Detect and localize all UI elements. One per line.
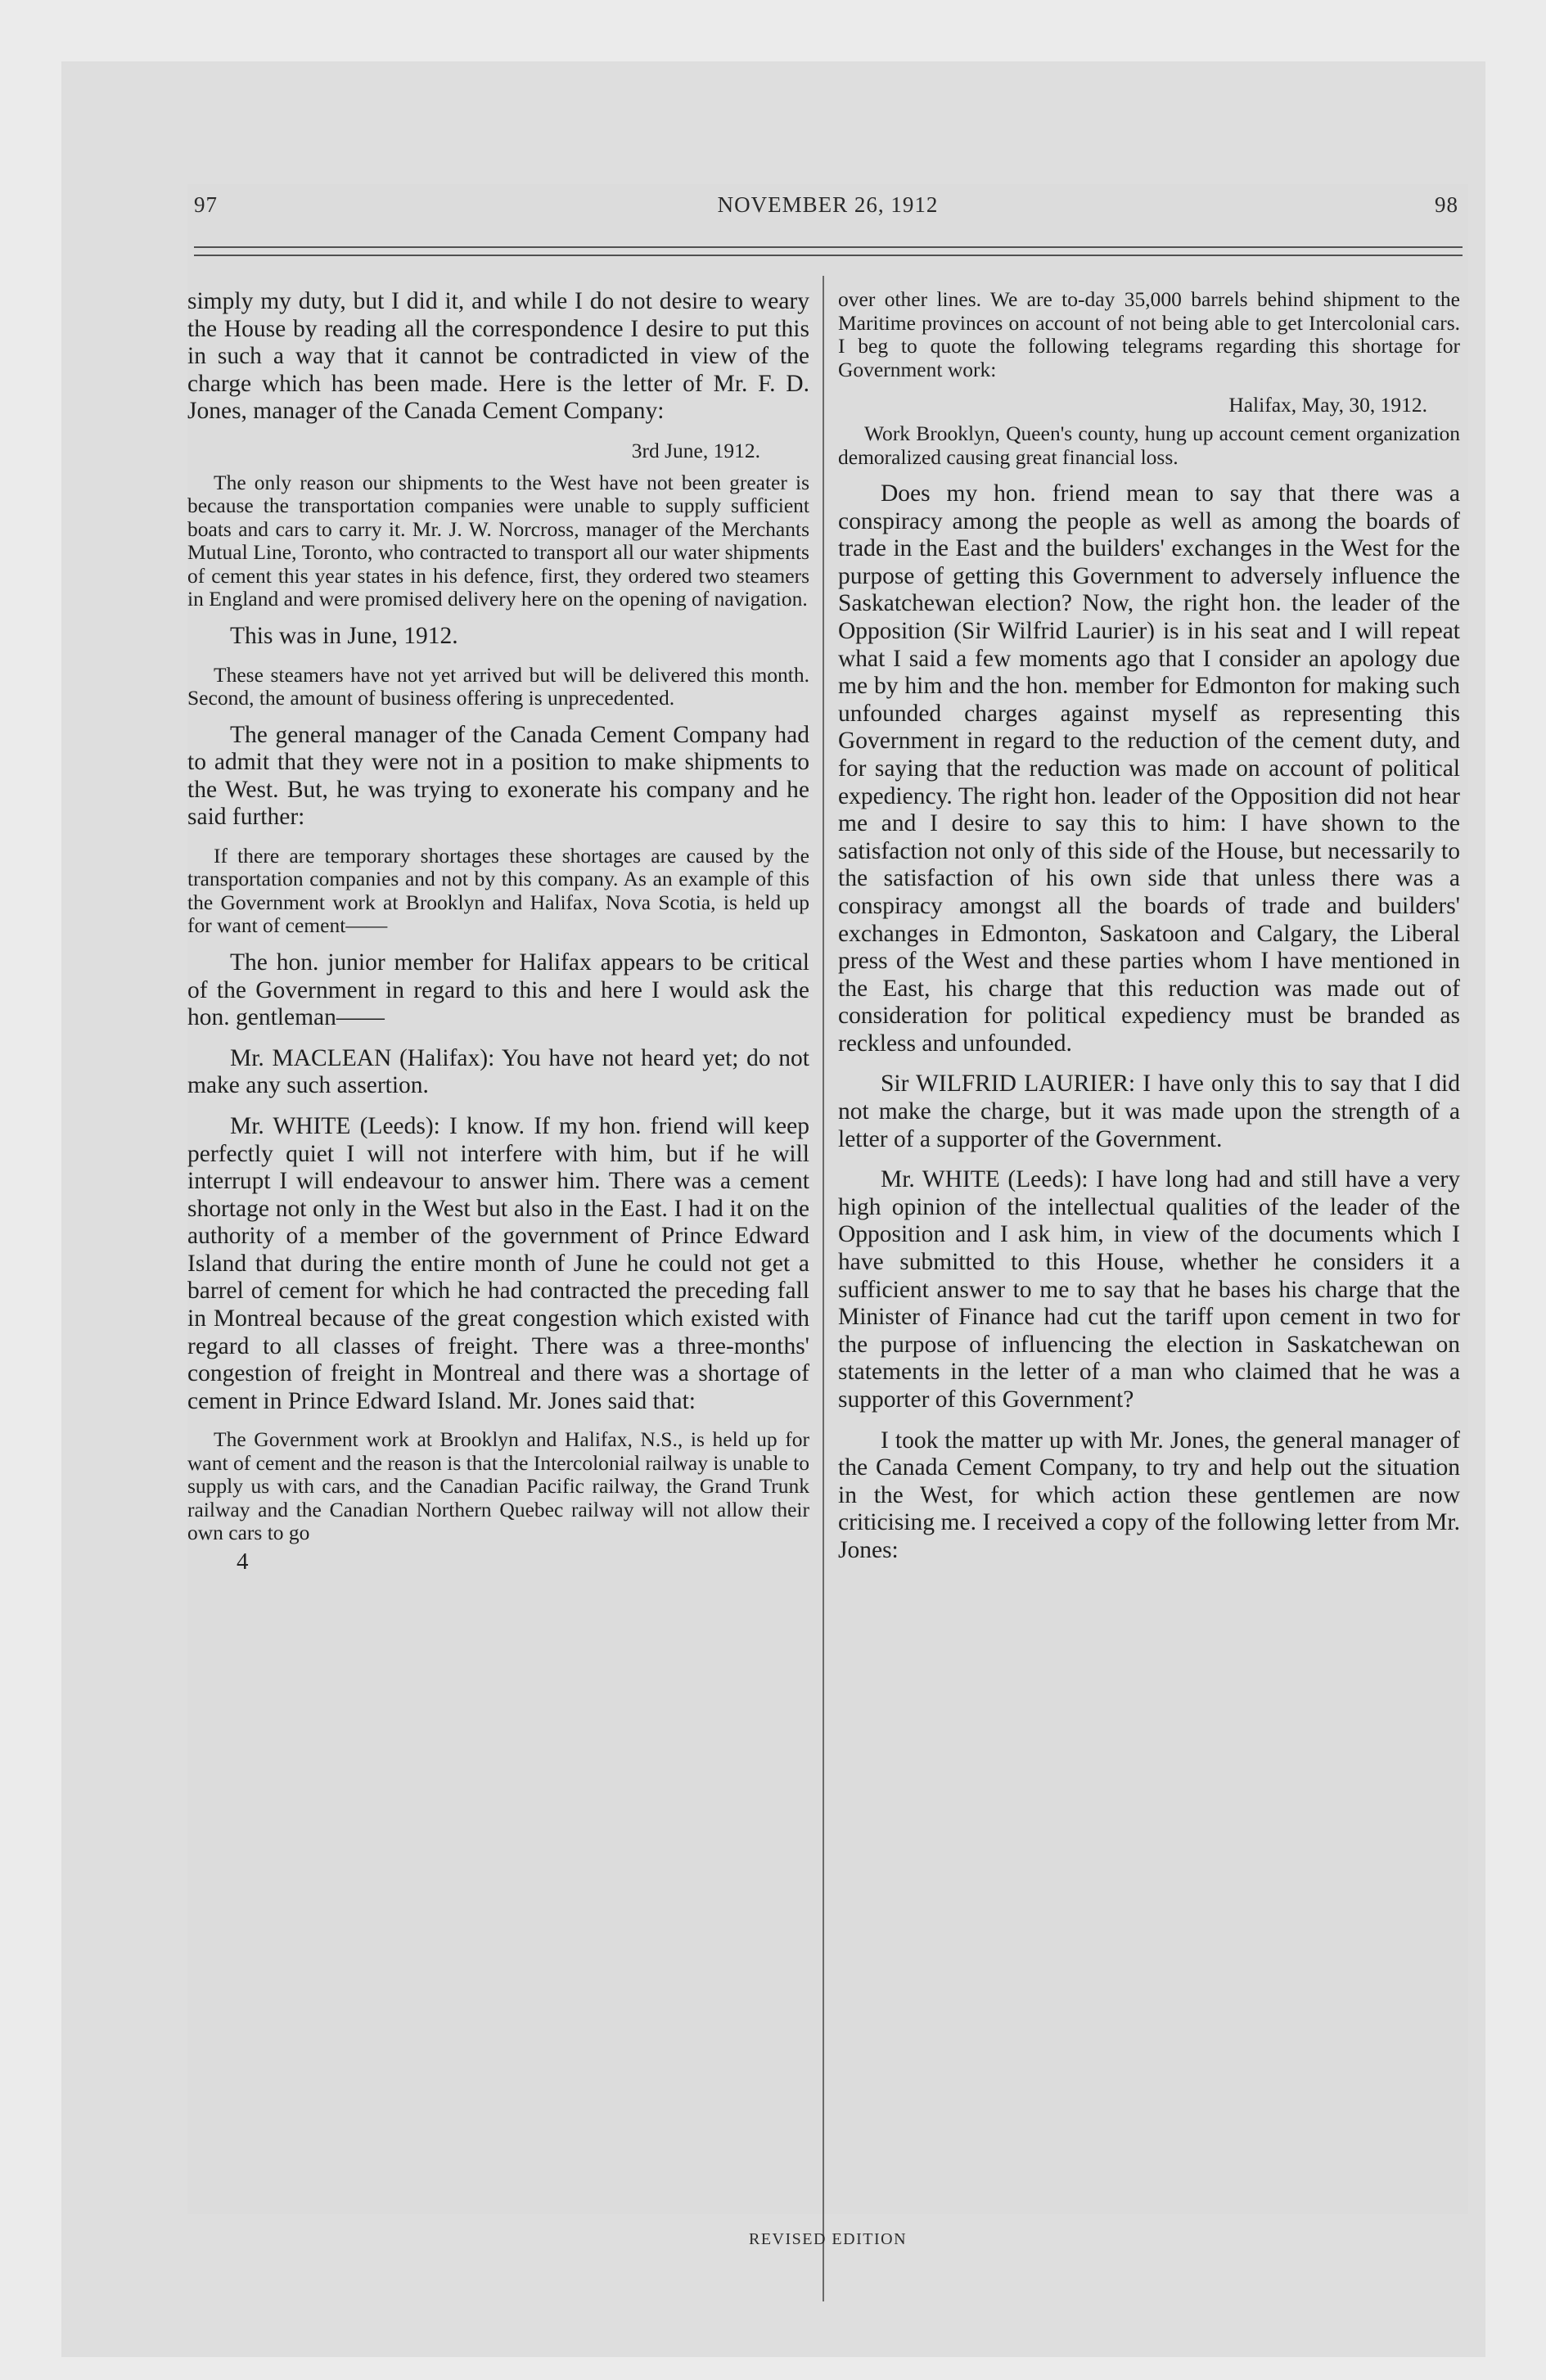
scan-background xyxy=(61,61,1485,2357)
left-paragraph-5: Mr. MACLEAN (Halifax): You have not heard yet; do not make any such assertion. xyxy=(187,1044,809,1099)
telegram-place-date: Halifax, May, 30, 1912. xyxy=(1228,393,1427,417)
signature-number: 4 xyxy=(237,1548,249,1575)
revised-edition-footer: REVISED EDITION xyxy=(748,2230,908,2248)
left-quote-3: If there are temporary shortages these shortages are caused by the transportation companies and not by this company. As an example of this the Government work at Brooklyn and Halifax, Nova Scotia, is held up for want of cement—— xyxy=(187,843,809,938)
right-quote-2: Work Brooklyn, Queen's county, hung up account cement organization demoralized causing great financial loss. xyxy=(838,421,1460,469)
left-paragraph-6: Mr. WHITE (Leeds): I know. If my hon. friend will keep perfectly quiet I will not interfere with him, but if he will interrupt I will endeavour to answer him. There was a cement shortage not only in the West but also in the East. I had it on the authority of a member of the government of Prince Edward Island that during the entire month of June he could not get a barrel of cement for which he had contracted the preceding fall in Montreal because of the great congestion which existed with regard to all classes of freight. There was a three-months' congestion of freight in Montreal and there was a shortage of cement in Prince Edward Island. Mr. Jones said that: xyxy=(187,1112,809,1414)
header-date: NOVEMBER 26, 1912 xyxy=(717,192,939,217)
hansard-page xyxy=(187,184,1468,2248)
left-paragraph-2: This was in June, 1912. xyxy=(230,622,458,649)
left-paragraph-3: The general manager of the Canada Cement Company had to admit that they were not in a position to make shipments to the West. But, he was trying to exonerate his company and he said further: xyxy=(187,721,809,831)
right-paragraph-1: Does my hon. friend mean to say that there was a conspiracy among the people as well as among the boards of trade in the East and the builders' exchanges in the West for the purpose of getting this Government to adversely influence the Saskatchewan election? Now, the right hon. the leader of the Opposition (Sir Wilfrid Laurier) is in his seat and I will repeat what I said a few moments ago that I consider an apology due me by him and the hon. member for Edmonton for making such unfounded charges against myself as representing this Government in regard to the reduction of the cement duty, and for saying that the reduction was made on account of political expediency. The right hon. leader of the Opposition did not hear me and I desire to say this to him: I have shown to the satisfaction not only of this side of the House, but necessarily to the satisfaction of his own side that unless there was a conspiracy amongst all the boards of trade and builders' exchanges in Edmonton, Saskatoon and Calgary, the Liberal press of the West and these parties whom I have mentioned in the East, his charge that this reduction was made out of consideration for political expediency must be branded as reckless and unfounded. xyxy=(838,480,1460,1057)
left-quote-2: These steamers have not yet arrived but will be delivered this month. Second, the amount of business offering is unprecedented. xyxy=(187,662,809,710)
left-paragraph-4: The hon. junior member for Halifax appears to be critical of the Government in regard to this and here I would ask the hon. gentleman—— xyxy=(187,949,809,1031)
running-header xyxy=(187,184,1468,225)
left-paragraph-1: simply my duty, but I did it, and while I do not desire to weary the House by reading all the correspondence I desire to put this in such a way that it cannot be contradicted in view of the charge which has been made. Here is the letter of Mr. F. D. Jones, manager of the Canada Cement Company: xyxy=(187,288,809,425)
column-divider xyxy=(823,276,824,2301)
left-quote-4: The Government work at Brooklyn and Halifax, N.S., is held up for want of cement and the reason is that the Intercolonial railway is unable to supply us with cars, and the Canadian Pacific railway, the Grand Trunk railway and the Canadian Northern Quebec railway will not allow their own cars to go xyxy=(187,1427,809,1545)
right-quote-1: over other lines. We are to-day 35,000 barrels behind shipment to the Maritime provinces on account of not being able to get Intercolonial cars. I beg to quote the following telegrams regarding this shortage for Government work: xyxy=(838,287,1460,381)
page-number-left: 97 xyxy=(194,192,218,217)
header-rule-top xyxy=(194,246,1463,248)
left-column xyxy=(187,288,809,1575)
right-column xyxy=(838,288,1460,1578)
header-rule-bottom xyxy=(194,255,1463,256)
letter-date: 3rd June, 1912. xyxy=(631,438,760,462)
right-paragraph-4: I took the matter up with Mr. Jones, the general manager of the Canada Cement Company, to try and help out the situation in the West, for which action these gentlemen are now criticising me. I received a copy of the following letter from Mr. Jones: xyxy=(838,1427,1460,1563)
right-paragraph-2: Sir WILFRID LAURIER: I have only this to say that I did not make the charge, but it was made upon the strength of a letter of a supporter of the Government. xyxy=(838,1071,1460,1152)
right-paragraph-3: Mr. WHITE (Leeds): I have long had and still have a very high opinion of the intellectual qualities of the leader of the Opposition and I ask him, in view of the documents which I have submitted to this House, whether he considers it a sufficient answer to me to say that he bases his charge that the Minister of Finance had cut the tariff upon cement in two for the purpose of influencing the election in Saskatchewan on statements in the letter of a man who claimed that he was a supporter of this Government? xyxy=(838,1166,1460,1413)
left-quote-1: The only reason our shipments to the West have not been greater is because the transportation companies were unable to supply sufficient boats and cars to carry it. Mr. J. W. Norcross, manager of the Merchants Mutual Line, Toronto, who contracted to transport all our water shipments of cement this year states in his defence, first, they ordered two steamers in England and were promised delivery here on the opening of navigation. xyxy=(187,470,809,611)
page-number-right: 98 xyxy=(1435,192,1458,217)
